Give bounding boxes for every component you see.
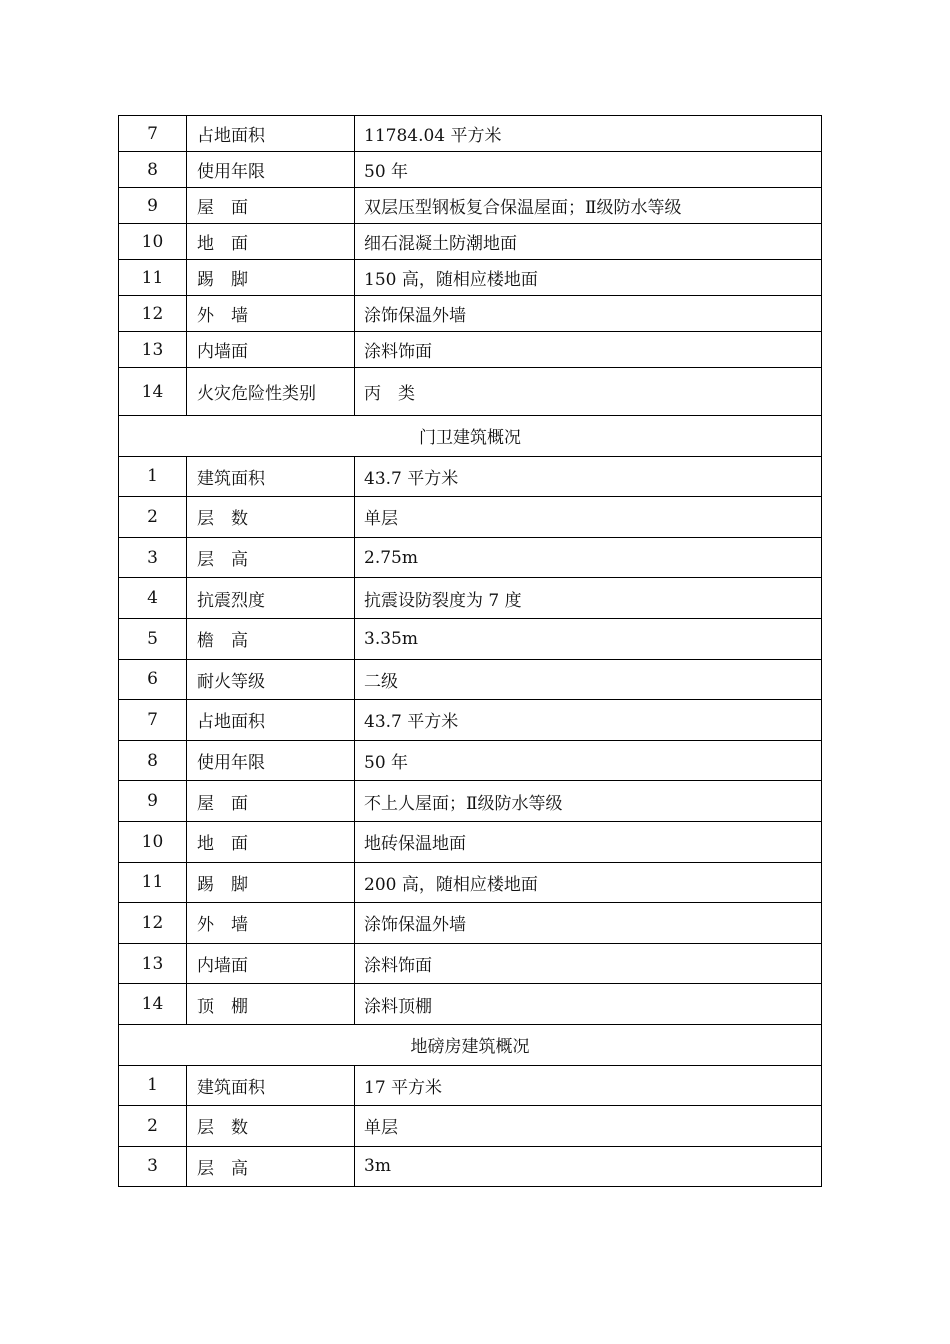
row-number: 4 bbox=[119, 578, 187, 619]
item-name: 层 高 bbox=[187, 1146, 355, 1187]
item-name: 踢 脚 bbox=[187, 260, 355, 296]
row-number: 10 bbox=[119, 821, 187, 862]
item-name: 占地面积 bbox=[187, 700, 355, 741]
row-number: 1 bbox=[119, 456, 187, 497]
row-number: 13 bbox=[119, 332, 187, 368]
section-title-guard-house: 门卫建筑概况 bbox=[119, 416, 822, 457]
item-name: 使用年限 bbox=[187, 740, 355, 781]
section-title-weighbridge-house: 地磅房建筑概况 bbox=[119, 1024, 822, 1065]
item-name: 占地面积 bbox=[187, 116, 355, 152]
item-value: 涂料饰面 bbox=[355, 332, 822, 368]
item-name: 耐火等级 bbox=[187, 659, 355, 700]
item-value: 细石混凝土防潮地面 bbox=[355, 224, 822, 260]
table-row bbox=[119, 332, 822, 368]
row-number: 3 bbox=[119, 1146, 187, 1187]
item-name: 屋 面 bbox=[187, 188, 355, 224]
item-value: 17 平方米 bbox=[355, 1065, 822, 1106]
item-name: 层 高 bbox=[187, 537, 355, 578]
table-row bbox=[119, 862, 822, 903]
item-value: 2.75m bbox=[355, 537, 822, 578]
table-row bbox=[119, 152, 822, 188]
section-header-row bbox=[119, 1024, 822, 1065]
item-name: 抗震烈度 bbox=[187, 578, 355, 619]
table-row bbox=[119, 1106, 822, 1147]
table-row bbox=[119, 1146, 822, 1187]
table-row bbox=[119, 618, 822, 659]
item-name: 外 墙 bbox=[187, 296, 355, 332]
row-number: 13 bbox=[119, 943, 187, 984]
row-number: 12 bbox=[119, 903, 187, 944]
item-name: 檐 高 bbox=[187, 618, 355, 659]
item-value: 单层 bbox=[355, 1106, 822, 1147]
item-value: 不上人屋面；Ⅱ级防水等级 bbox=[355, 781, 822, 822]
table-row bbox=[119, 943, 822, 984]
row-number: 9 bbox=[119, 781, 187, 822]
item-name: 建筑面积 bbox=[187, 456, 355, 497]
item-name: 内墙面 bbox=[187, 332, 355, 368]
item-value: 200 高，随相应楼地面 bbox=[355, 862, 822, 903]
table-row bbox=[119, 368, 822, 416]
row-number: 9 bbox=[119, 188, 187, 224]
item-value: 抗震设防裂度为 7 度 bbox=[355, 578, 822, 619]
table-row bbox=[119, 903, 822, 944]
row-number: 14 bbox=[119, 368, 187, 416]
row-number: 3 bbox=[119, 537, 187, 578]
item-name: 地 面 bbox=[187, 224, 355, 260]
item-value: 43.7 平方米 bbox=[355, 456, 822, 497]
item-value: 双层压型钢板复合保温屋面；Ⅱ级防水等级 bbox=[355, 188, 822, 224]
item-name: 建筑面积 bbox=[187, 1065, 355, 1106]
table-row bbox=[119, 781, 822, 822]
row-number: 14 bbox=[119, 984, 187, 1025]
item-value: 11784.04 平方米 bbox=[355, 116, 822, 152]
table-row bbox=[119, 224, 822, 260]
section-header-row bbox=[119, 416, 822, 457]
table-row bbox=[119, 740, 822, 781]
table-row bbox=[119, 497, 822, 538]
item-name: 地 面 bbox=[187, 821, 355, 862]
row-number: 8 bbox=[119, 152, 187, 188]
item-name: 外 墙 bbox=[187, 903, 355, 944]
item-value: 50 年 bbox=[355, 152, 822, 188]
item-value: 丙 类 bbox=[355, 368, 822, 416]
table-row bbox=[119, 659, 822, 700]
item-value: 43.7 平方米 bbox=[355, 700, 822, 741]
item-name: 火灾危险性类别 bbox=[187, 368, 355, 416]
row-number: 1 bbox=[119, 1065, 187, 1106]
row-number: 11 bbox=[119, 260, 187, 296]
row-number: 10 bbox=[119, 224, 187, 260]
item-name: 内墙面 bbox=[187, 943, 355, 984]
row-number: 2 bbox=[119, 1106, 187, 1147]
table-row bbox=[119, 578, 822, 619]
item-value: 二级 bbox=[355, 659, 822, 700]
row-number: 7 bbox=[119, 700, 187, 741]
table-row bbox=[119, 296, 822, 332]
table-row bbox=[119, 260, 822, 296]
item-value: 涂饰保温外墙 bbox=[355, 903, 822, 944]
item-name: 屋 面 bbox=[187, 781, 355, 822]
row-number: 6 bbox=[119, 659, 187, 700]
item-value: 3.35m bbox=[355, 618, 822, 659]
table-row bbox=[119, 456, 822, 497]
item-name: 使用年限 bbox=[187, 152, 355, 188]
table-row bbox=[119, 984, 822, 1025]
item-value: 50 年 bbox=[355, 740, 822, 781]
row-number: 8 bbox=[119, 740, 187, 781]
building-overview-table bbox=[118, 115, 822, 1187]
item-value: 地砖保温地面 bbox=[355, 821, 822, 862]
table-row bbox=[119, 821, 822, 862]
item-value: 涂料饰面 bbox=[355, 943, 822, 984]
item-value: 3m bbox=[355, 1146, 822, 1187]
item-name: 顶 棚 bbox=[187, 984, 355, 1025]
row-number: 7 bbox=[119, 116, 187, 152]
item-name: 层 数 bbox=[187, 497, 355, 538]
row-number: 11 bbox=[119, 862, 187, 903]
row-number: 2 bbox=[119, 497, 187, 538]
item-value: 涂饰保温外墙 bbox=[355, 296, 822, 332]
item-value: 150 高，随相应楼地面 bbox=[355, 260, 822, 296]
table-row bbox=[119, 188, 822, 224]
item-value: 单层 bbox=[355, 497, 822, 538]
item-value: 涂料顶棚 bbox=[355, 984, 822, 1025]
table-row bbox=[119, 1065, 822, 1106]
table-row bbox=[119, 537, 822, 578]
table-row bbox=[119, 700, 822, 741]
row-number: 5 bbox=[119, 618, 187, 659]
item-name: 踢 脚 bbox=[187, 862, 355, 903]
row-number: 12 bbox=[119, 296, 187, 332]
item-name: 层 数 bbox=[187, 1106, 355, 1147]
table-row bbox=[119, 116, 822, 152]
